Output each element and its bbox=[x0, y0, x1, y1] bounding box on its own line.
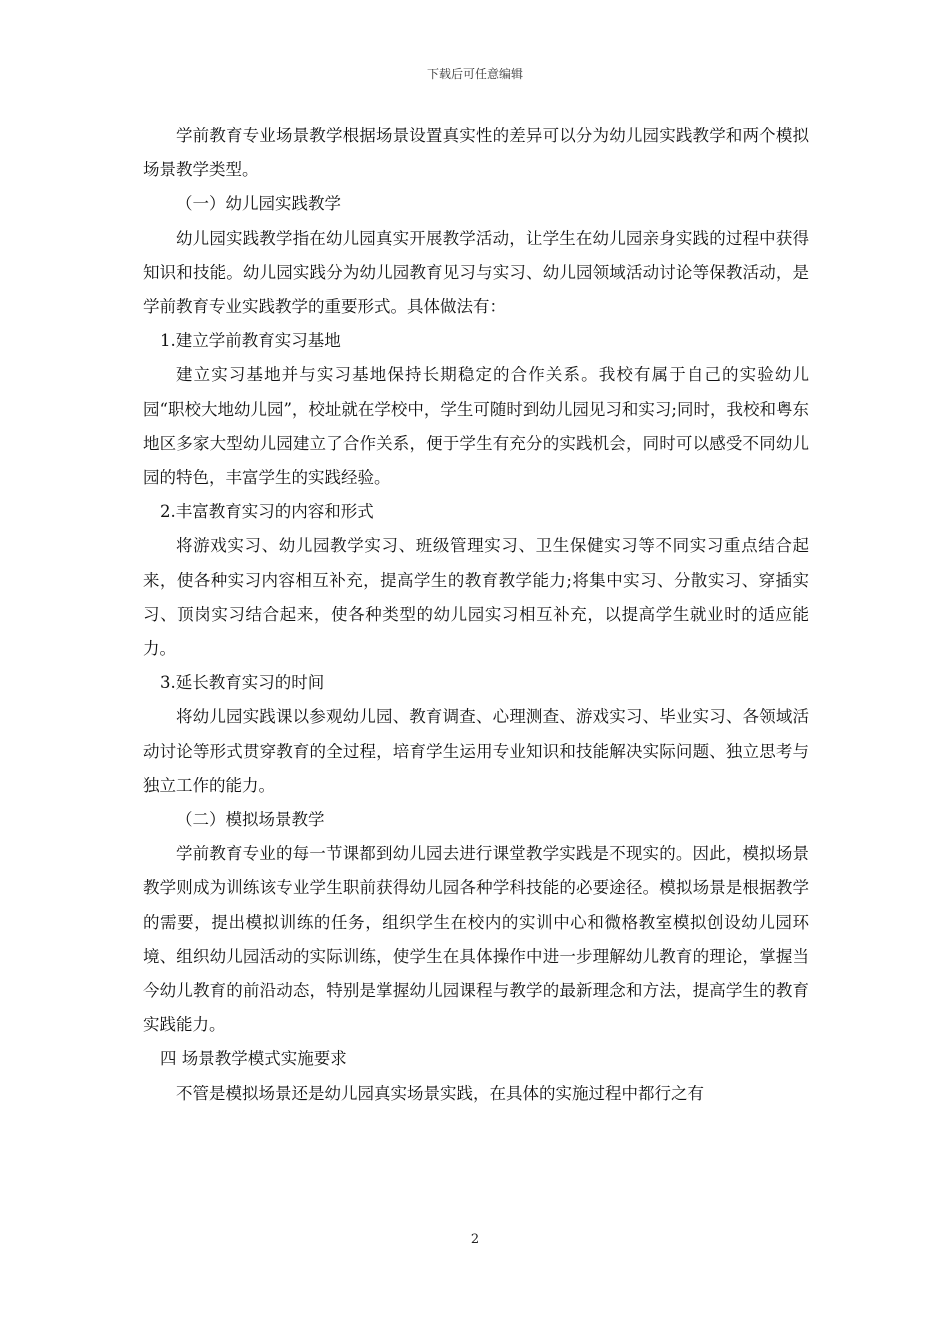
item-heading-2: 2.丰富教育实习的内容和形式 bbox=[160, 502, 374, 522]
page-number: 2 bbox=[470, 1232, 480, 1247]
subheading-simulated-scene: （二）模拟场景教学 bbox=[176, 810, 325, 830]
item-heading-3: 3.延长教育实习的时间 bbox=[160, 673, 325, 693]
page-header: 下载后可任意编辑 bbox=[426, 67, 523, 81]
paragraph-item-1: 建立实习基地并与实习基地保持长期稳定的合作关系。我校有属于自己的实验幼儿园“职校大地幼儿园”，校址就在学校中，学生可随时到幼儿园见习和实习;同时，我校和粤东地区多家大型幼儿园建立了合作关系，便于学生有充分的实践机会，同时可以感受不同幼儿园的特色，丰富学生的实践经验。 bbox=[143, 365, 809, 488]
paragraph-item-3: 将幼儿园实践课以参观幼儿园、教育调查、心理测查、游戏实习、毕业实习、各领域活动讨论等形式贯穿教育的全过程，培育学生运用专业知识和技能解决实际问题、独立思考与独立工作的能力。 bbox=[143, 707, 809, 795]
paragraph-kindergarten-practice: 幼儿园实践教学指在幼儿园真实开展教学活动，让学生在幼儿园亲身实践的过程中获得知识和技能。幼儿园实践分为幼儿园教育见习与实习、幼儿园领域活动讨论等保教活动，是学前教育专业实践教学的重要形式。具体做法有： bbox=[143, 228, 809, 317]
paragraph-simulated-scene: 学前教育专业的每一节课都到幼儿园去进行课堂教学实践是不现实的。因此，模拟场景教学则成为训练该专业学生职前获得幼儿园各种学科技能的必要途径。模拟场景是根据教学的需要，提出模拟训练的任务，组织学生在校内的实训中心和微格教室模拟创设幼儿园环境、组织幼儿园活动的实际训练，使学生在具体操作中进一步理解幼儿教育的理论，掌握当今幼儿教育的前沿动态，特别是掌握幼儿园课程与教学的最新理念和方法，提高学生的教育实践能力。 bbox=[143, 844, 809, 1035]
paragraph-classification: 学前教育专业场景教学根据场景设置真实性的差异可以分为幼儿园实践教学和两个模拟场景教学类型。 bbox=[143, 126, 809, 180]
item-heading-1: 1.建立学前教育实习基地 bbox=[160, 331, 341, 351]
paragraph-item-2: 将游戏实习、幼儿园教学实习、班级管理实习、卫生保健实习等不同实习重点结合起来，使各种实习内容相互补充，提高学生的教育教学能力;将集中实习、分散实习、穿插实习、顶岗实习结合起来，使各种类型的幼儿园实习相互补充，以提高学生就业时的适应能力。 bbox=[143, 536, 809, 659]
paragraph-implementation: 不管是模拟场景还是幼儿园真实场景实践，在具体的实施过程中都行之有 bbox=[176, 1083, 704, 1103]
document-body bbox=[143, 119, 809, 1111]
section-heading-4: 四 场景教学模式实施要求 bbox=[160, 1049, 347, 1069]
subheading-kindergarten-practice: （一）幼儿园实践教学 bbox=[176, 194, 341, 214]
